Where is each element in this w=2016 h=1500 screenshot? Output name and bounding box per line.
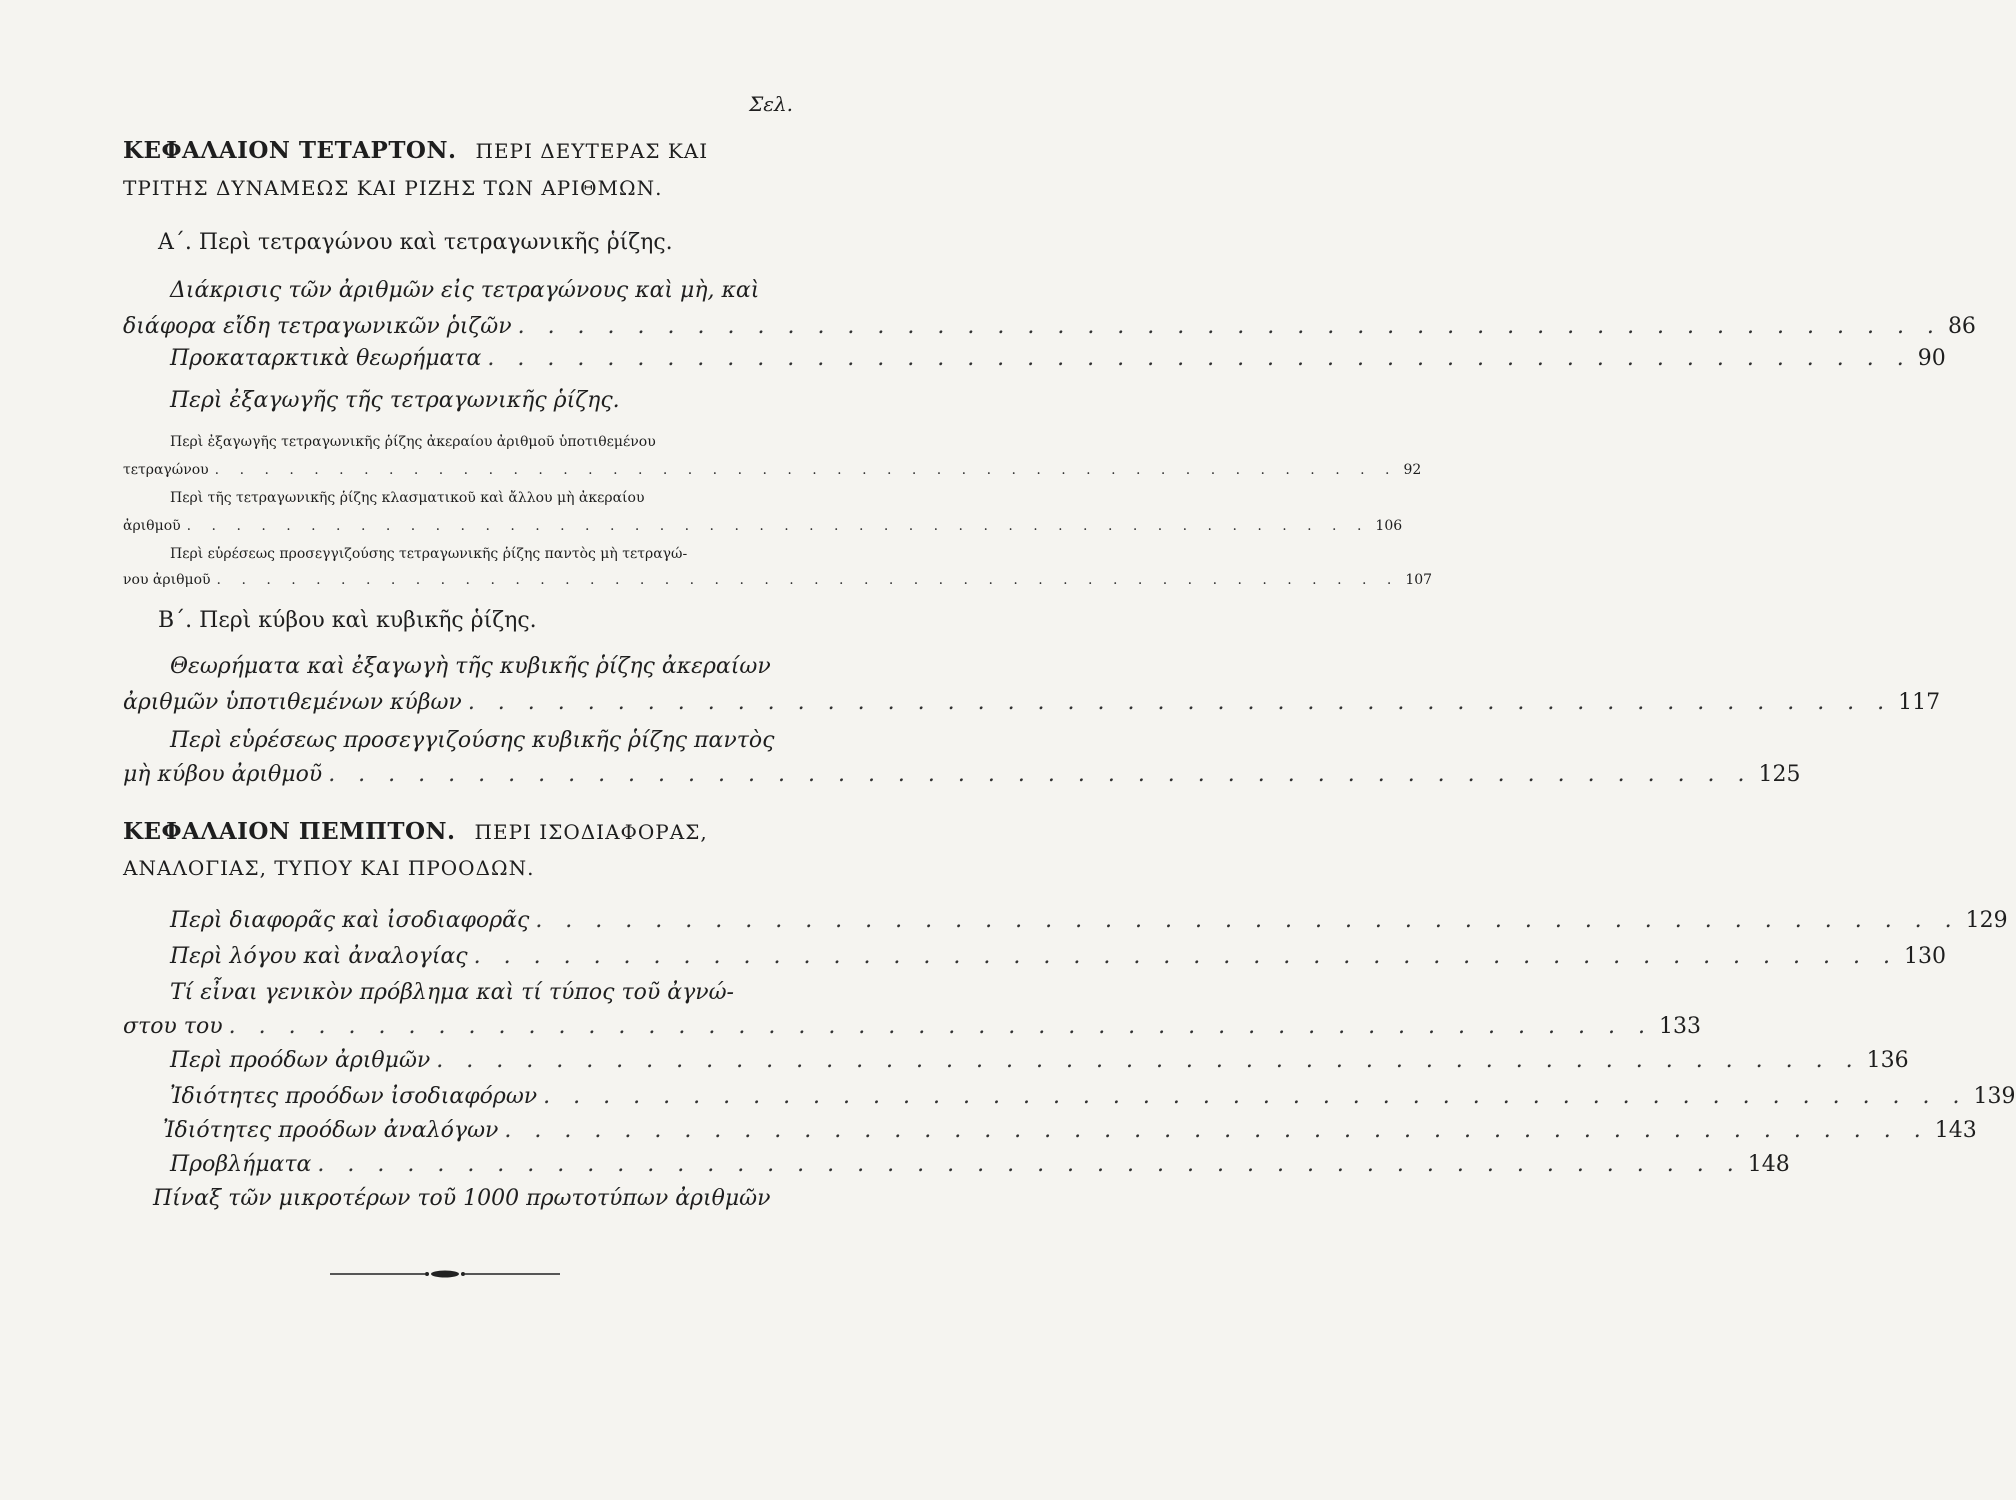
toc-entry-f4 — [170, 1048, 1909, 1073]
toc-entry-f5-title: Ἰδιότητες προόδων ἰσοδιαφόρων — [170, 1084, 538, 1109]
chapter-5-subtitle-a: ΠΕΡΙ ΙΣΟΔΙΑΦΟΡΑΣ, — [474, 820, 708, 844]
toc-entry-f2 — [170, 944, 1946, 969]
leader-dots: . . . . . . . . . . . . . . . . . . . . . . . . . . . . . . . . . . . . . . . . . . . . . . . . — [216, 572, 1400, 588]
leader-dots: . . . . . . . . . . . . . . . . . . . . . . . . . . . . . . . . . . . . . . . . . . . . . . . . — [535, 908, 1960, 933]
toc-sub-3-line-1: Περὶ εὑρέσεως προσεγγιζούσης τετραγωνικῆς ῥίζης παντὸς μὴ τετραγώ- — [170, 546, 688, 562]
toc-entry-f6-page: 143 — [1934, 1118, 1977, 1143]
toc-entry-4-line-2: ἀριθμῶν ὑποτιθεμένων κύβων — [123, 690, 462, 715]
toc-entry-f7-page: 148 — [1747, 1152, 1790, 1177]
toc-sub-3-line-2: νου ἀριθμοῦ — [123, 572, 211, 588]
toc-entry-5-page: 125 — [1758, 762, 1801, 787]
toc-entry-2 — [170, 346, 1946, 371]
toc-entry-f1-page: 129 — [1965, 908, 2008, 933]
toc-entry-2-page: 90 — [1917, 346, 1946, 371]
toc-entry-2-title: Προκαταρκτικὰ θεωρήματα — [170, 346, 482, 371]
leader-dots: . . . . . . . . . . . . . . . . . . . . . . . . . . . . . . . . . . . . . . . . . . . . . . . . — [487, 346, 1912, 371]
toc-entry-4-page: 117 — [1898, 690, 1941, 715]
ornamental-rule — [330, 1269, 560, 1279]
leader-dots: . . . . . . . . . . . . . . . . . . . . . . . . . . . . . . . . . . . . . . . . . . . . . . . . — [228, 1014, 1653, 1039]
toc-entry-f7 — [170, 1152, 1790, 1177]
toc-sub-2-line-1: Περὶ τῆς τετραγωνικῆς ῥίζης κλασματικοῦ καὶ ἄλλου μὴ ἀκεραίου — [170, 490, 645, 506]
toc-entry-f4-title: Περὶ προόδων ἀριθμῶν — [170, 1048, 431, 1073]
chapter-4-heading — [123, 137, 708, 164]
leader-dots: . . . . . . . . . . . . . . . . . . . . . . . . . . . . . . . . . . . . . . . . . . . . . . . . — [186, 518, 1370, 534]
toc-entry-f5 — [170, 1084, 2016, 1109]
leader-dots: . . . . . . . . . . . . . . . . . . . . . . . . . . . . . . . . . . . . . . . . . . . . . . . . — [467, 690, 1893, 715]
toc-entry-f2-page: 130 — [1903, 944, 1946, 969]
chapter-5-subtitle-b: ΑΝΑΛΟΓΙΑΣ, ΤΥΠΟΥ ΚΑΙ ΠΡΟΟΔΩΝ. — [123, 856, 535, 880]
toc-sub-1-page: 92 — [1403, 462, 1422, 478]
toc-entry-f1 — [170, 908, 2008, 933]
toc-entry-5 — [123, 762, 1801, 787]
toc-entry-f1-title: Περὶ διαφορᾶς καὶ ἰσοδιαφορᾶς — [170, 908, 530, 933]
toc-entry-1-line-1: Διάκρισις τῶν ἀριθμῶν εἰς τετραγώνους καὶ μὴ, καὶ — [170, 278, 760, 303]
leader-dots: . . . . . . . . . . . . . . . . . . . . . . . . . . . . . . . . . . . . . . . . . . . . . . . . — [517, 314, 1942, 339]
leader-dots: . . . . . . . . . . . . . . . . . . . . . . . . . . . . . . . . . . . . . . . . . . . . . . . . — [214, 462, 1398, 478]
toc-entry-f3-page: 133 — [1658, 1014, 1701, 1039]
leader-dots: . . . . . . . . . . . . . . . . . . . . . . . . . . . . . . . . . . . . . . . . . . . . . . . . — [543, 1084, 1968, 1109]
toc-sub-2 — [123, 518, 1403, 534]
chapter-4-title: ΚΕΦΑΛΑΙΟΝ ΤΕΤΑΡΤΟΝ. — [123, 137, 457, 164]
toc-entry-f6-title: Ἰδιότητες προόδων ἀναλόγων — [163, 1118, 499, 1143]
toc-sub-2-page: 106 — [1375, 518, 1403, 534]
section-b-heading: Β΄. Περὶ κύβου καὶ κυβικῆς ῥίζης. — [158, 608, 537, 633]
toc-sub-1 — [123, 462, 1422, 478]
toc-sub-1-line-2: τετραγώνου — [123, 462, 209, 478]
toc-sub-1-line-1: Περὶ ἐξαγωγῆς τετραγωνικῆς ῥίζης ἀκεραίου ἀριθμοῦ ὑποτιθεμένου — [170, 434, 656, 450]
toc-entry-4 — [123, 690, 1941, 715]
toc-entry-5-line-1: Περὶ εὑρέσεως προσεγγιζούσης κυβικῆς ῥίζης παντὸς — [170, 728, 775, 753]
toc-sub-3-page: 107 — [1405, 572, 1433, 588]
leader-dots: . . . . . . . . . . . . . . . . . . . . . . . . . . . . . . . . . . . . . . . . . . . . . . . . — [328, 762, 1753, 787]
leader-dots: . . . . . . . . . . . . . . . . . . . . . . . . . . . . . . . . . . . . . . . . . . . . . . . . — [436, 1048, 1861, 1073]
toc-entry-f6 — [163, 1118, 1977, 1143]
toc-entry-f4-page: 136 — [1866, 1048, 1909, 1073]
section-a-heading: Α΄. Περὶ τετραγώνου καὶ τετραγωνικῆς ῥίζης. — [158, 230, 673, 255]
toc-sub-2-line-2: ἀριθμοῦ — [123, 518, 181, 534]
leader-dots: . . . . . . . . . . . . . . . . . . . . . . . . . . . . . . . . . . . . . . . . . . . . . . . . — [473, 944, 1898, 969]
toc-entry-3-title: Περὶ ἐξαγωγῆς τῆς τετραγωνικῆς ῥίζης. — [170, 388, 620, 413]
toc-entry-f7-title: Προβλήματα — [170, 1152, 312, 1177]
chapter-5-title: ΚΕΦΑΛΑΙΟΝ ΠΕΜΠΤΟΝ. — [123, 818, 456, 845]
chapter-5-heading — [123, 818, 708, 845]
page-column-label: Σελ. — [749, 92, 793, 116]
chapter-4-subtitle-b: ΤΡΙΤΗΣ ΔΥΝΑΜΕΩΣ ΚΑΙ ΡΙΖΗΣ ΤΩΝ ΑΡΙΘΜΩΝ. — [123, 176, 663, 200]
chapter-4-subtitle-a: ΠΕΡΙ ΔΕΥΤΕΡΑΣ ΚΑΙ — [475, 139, 709, 163]
toc-entry-1 — [123, 314, 1976, 339]
toc-entry-f3-line-1: Τί εἶναι γενικὸν πρόβλημα καὶ τί τύπος τοῦ ἀγνώ- — [170, 980, 734, 1005]
toc-entry-f3 — [123, 1014, 1701, 1039]
toc-sub-3 — [123, 572, 1433, 588]
toc-entry-4-line-1: Θεωρήματα καὶ ἐξαγωγὴ τῆς κυβικῆς ῥίζης ἀκεραίων — [170, 654, 771, 679]
leader-dots: . . . . . . . . . . . . . . . . . . . . . . . . . . . . . . . . . . . . . . . . . . . . . . . . — [504, 1118, 1929, 1143]
toc-entry-f2-title: Περὶ λόγου καὶ ἀναλογίας — [170, 944, 468, 969]
toc-entry-f3-line-2: στου του — [123, 1014, 223, 1039]
toc-entry-f5-page: 139 — [1973, 1084, 2016, 1109]
toc-entry-1-page: 86 — [1947, 314, 1976, 339]
toc-entry-5-line-2: μὴ κύβου ἀριθμοῦ — [123, 762, 323, 787]
toc-entry-1-line-2: διάφορα εἴδη τετραγωνικῶν ῥιζῶν — [123, 314, 512, 339]
toc-entry-table: Πίναξ τῶν μικροτέρων τοῦ 1000 πρωτοτύπων ἀριθμῶν — [153, 1186, 771, 1211]
leader-dots: . . . . . . . . . . . . . . . . . . . . . . . . . . . . . . . . . . . . . . . . . . . . . . . . — [317, 1152, 1742, 1177]
